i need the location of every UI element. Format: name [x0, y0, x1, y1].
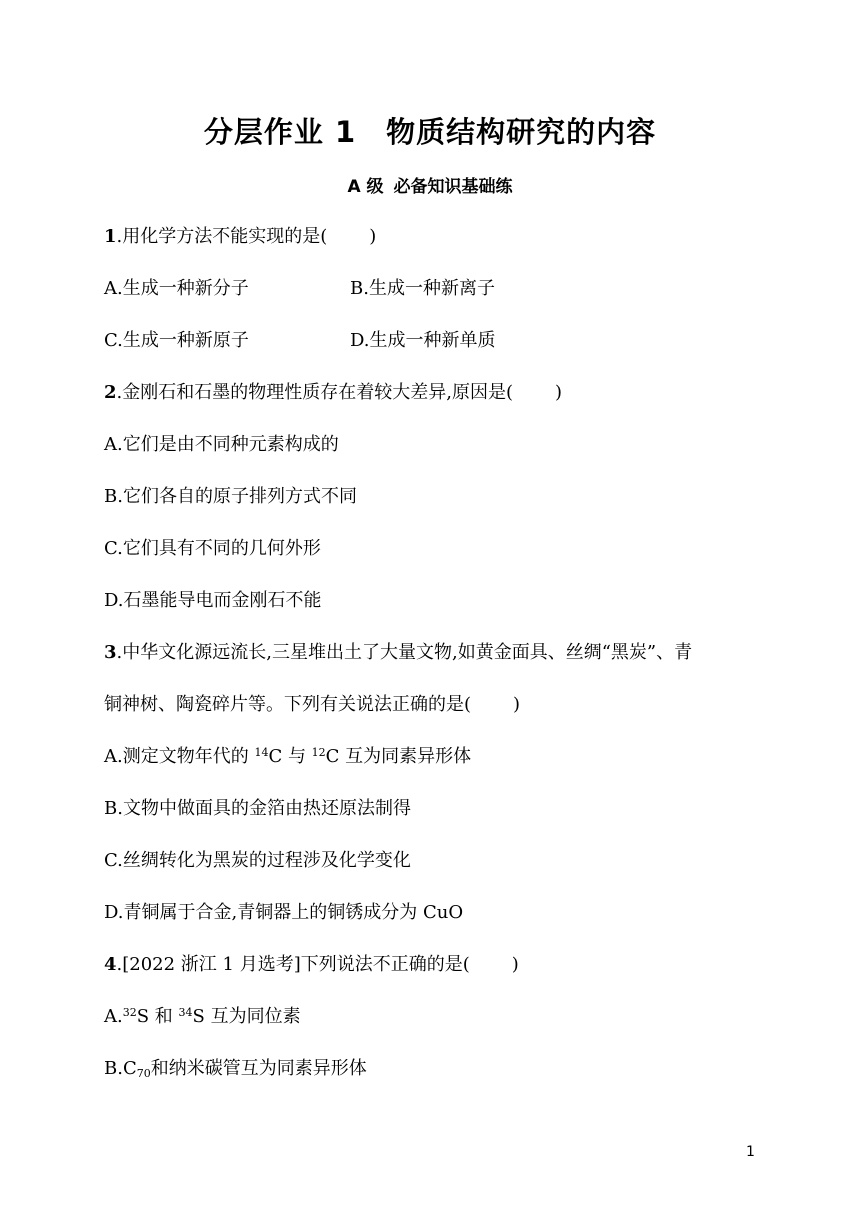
page-number: 1 — [746, 1144, 755, 1160]
option-text: S 互为同位素 — [192, 1006, 301, 1027]
question-3-option-b: B.文物中做面具的金箔由热还原法制得 — [104, 798, 411, 819]
option-text: C 互为同素异形体 — [325, 746, 472, 767]
question-number: 3 — [104, 642, 117, 663]
question-3-option-c: C.丝绸转化为黑炭的过程涉及化学变化 — [104, 850, 411, 871]
question-2-option-c: C.它们具有不同的几何外形 — [104, 538, 321, 559]
question-number: 1 — [104, 226, 117, 247]
title-sub: 物质结构研究的内容 — [386, 115, 657, 149]
question-text: 铜神树、陶瓷碎片等。下列有关说法正确的是( — [104, 694, 472, 715]
mass-number: 32 — [122, 1006, 137, 1019]
option-text: A. — [104, 1006, 123, 1027]
question-2-option-b: B.它们各自的原子排列方式不同 — [104, 486, 357, 507]
question-number: 4 — [104, 954, 117, 975]
question-2-option-d: D.石墨能导电而金刚石不能 — [104, 590, 322, 611]
option-text: C 与 — [268, 746, 312, 767]
title-main: 分层作业 1 — [203, 115, 357, 149]
question-text: .金刚石和石墨的物理性质存在着较大差异,原因是( — [116, 382, 513, 403]
question-1-option-d: D.生成一种新单质 — [350, 330, 496, 351]
mass-number: 12 — [311, 746, 326, 759]
question-1-stem — [104, 225, 376, 249]
question-1-option-c: C.生成一种新原子 — [104, 330, 249, 351]
subscript: 70 — [136, 1067, 151, 1080]
question-2-option-a: A.它们是由不同种元素构成的 — [104, 434, 339, 455]
mass-number: 14 — [254, 746, 269, 759]
option-text: 和纳米碳管互为同素异形体 — [150, 1058, 367, 1079]
question-1-option-b: B.生成一种新离子 — [350, 278, 495, 299]
question-text: .[2022 浙江 1 月选考]下列说法不正确的是( — [116, 954, 470, 975]
question-2-stem — [104, 381, 562, 405]
question-3-stem-line1 — [104, 641, 692, 665]
option-text: B.C — [104, 1058, 137, 1079]
question-number: 2 — [104, 382, 117, 403]
section-heading — [0, 172, 860, 197]
question-4-stem — [104, 953, 519, 977]
option-text: S 和 — [136, 1006, 179, 1027]
question-3-option-a — [104, 745, 471, 769]
option-text: A.测定文物年代的 — [104, 746, 255, 767]
question-4-option-a — [104, 1005, 301, 1029]
question-paren-close: ) — [369, 226, 377, 247]
question-3-option-d: D.青铜属于合金,青铜器上的铜锈成分为 CuO — [104, 902, 464, 923]
question-text: .用化学方法不能实现的是( — [116, 226, 328, 247]
question-1-option-a: A.生成一种新分子 — [104, 278, 249, 299]
question-3-stem-line2 — [104, 693, 520, 717]
question-paren-close: ) — [555, 382, 563, 403]
question-text: .中华文化源远流长,三星堆出土了大量文物,如黄金面具、丝绸“黑炭”、青 — [116, 642, 693, 663]
section-name: 必备知识基础练 — [393, 177, 513, 197]
question-paren-close: ) — [511, 954, 519, 975]
mass-number: 34 — [178, 1006, 193, 1019]
question-4-option-b — [104, 1057, 367, 1081]
question-paren-close: ) — [513, 694, 521, 715]
page-title — [0, 110, 860, 151]
section-level: A 级 — [347, 177, 384, 197]
